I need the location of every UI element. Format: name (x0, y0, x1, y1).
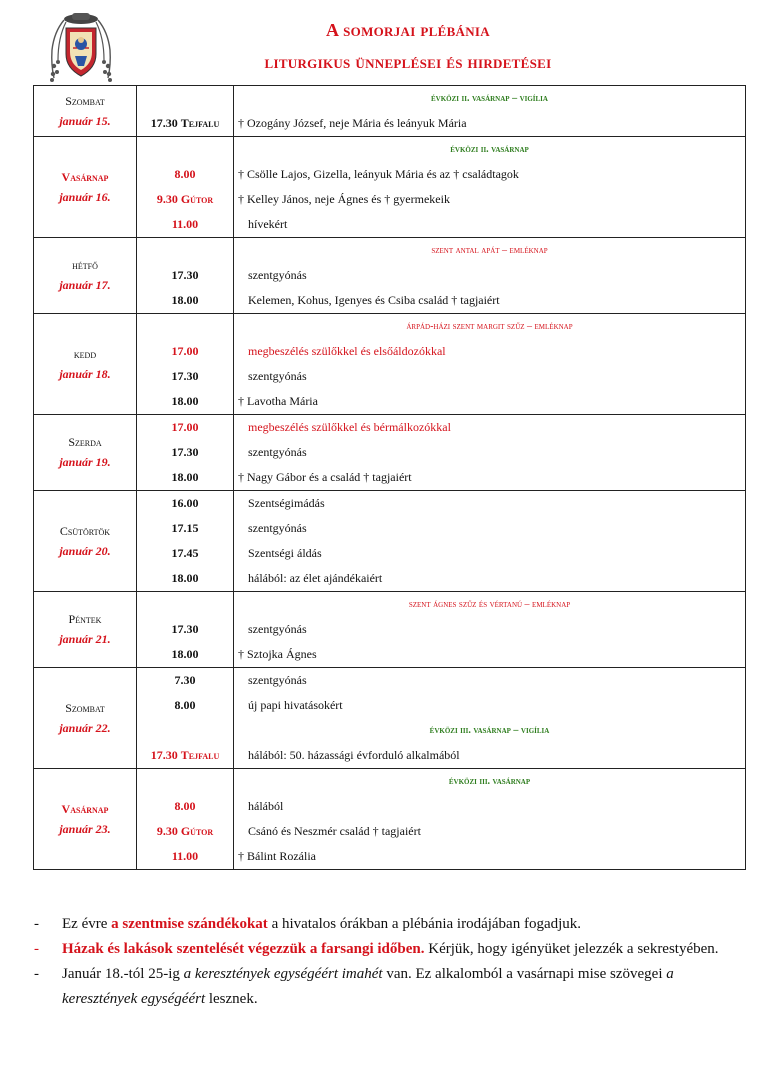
day-name: Csütörtök (59, 523, 111, 538)
announcement-text: a keresztények egységéért imahét (183, 966, 383, 982)
time-place: Tejfalu (180, 116, 220, 130)
announcement-text: van. Ez alkalomból a vasárnapi mise szövegei (382, 966, 667, 982)
mass-intention: Kelemen, Kohus, Igenyes és Csiba család † tagjaiért (248, 293, 500, 307)
mass-time (137, 693, 233, 718)
mass-time (137, 642, 233, 667)
day-row (34, 415, 746, 491)
mass-intention: Szentségimádás (248, 496, 325, 510)
time-place: Gútor (180, 192, 214, 206)
time-value: 17.00 (171, 344, 199, 358)
mass-time (137, 263, 233, 288)
time-value: 11.00 (171, 849, 199, 863)
time-value: 17.00 (171, 420, 199, 434)
day-name: Szerda (68, 435, 102, 449)
announcement-text: Január 18.-tól 25-ig (62, 966, 184, 982)
announcement-item (34, 912, 749, 937)
day-row (34, 238, 746, 314)
time-value: 17.15 (171, 521, 199, 535)
day-date: január 17. (59, 278, 111, 292)
day-name: Szombat (65, 700, 105, 715)
liturgical-feast: évközi iii. vasárnap – vigília (429, 725, 550, 736)
mass-intention: † Sztojka Ágnes (238, 647, 317, 661)
time-value: 17.30 (171, 445, 199, 459)
mass-intention: hálából: 50. házassági évforduló alkalmából (248, 748, 460, 762)
mass-time (137, 566, 233, 591)
day-cell (34, 238, 137, 314)
mass-intention: szentgyónás (248, 521, 307, 535)
mass-intention: † Kelley János, neje Ágnes és † gyermekeik (238, 192, 450, 206)
time-cell (137, 668, 234, 769)
liturgical-feast: évközi ii. vasárnap (450, 144, 529, 155)
mass-time (137, 389, 233, 414)
time-spacer (137, 769, 233, 794)
liturgical-feast: szent antal apát – emléknap (431, 245, 548, 256)
liturgical-feast: évközi ii. vasárnap – vigília (431, 93, 548, 104)
mass-intention: szentgyónás (248, 268, 307, 282)
time-cell (137, 769, 234, 870)
liturgical-feast: szent ágnes szűz és vértanú – emléknap (408, 599, 571, 610)
time-value: 18.00 (171, 647, 199, 661)
mass-time (137, 819, 233, 844)
day-cell (34, 668, 137, 769)
intention-cell (234, 137, 746, 238)
mass-time (137, 743, 233, 768)
time-cell (137, 238, 234, 314)
time-spacer (137, 238, 233, 263)
mass-time (137, 617, 233, 642)
time-spacer (137, 86, 233, 111)
time-value: 9.30 (156, 192, 178, 206)
intention-cell (234, 415, 746, 491)
liturgical-feast: árpád-házi szent margit szűz – emléknap (406, 321, 573, 332)
announcement-text: Kérjük, hogy igényüket jelezzék a sekrestyében. (424, 941, 719, 957)
announcement-text: lesznek. (205, 991, 258, 1007)
time-value: 18.00 (171, 470, 199, 484)
day-date: január 20. (59, 543, 111, 558)
day-row (34, 86, 746, 137)
day-name: kedd (73, 346, 97, 361)
mass-intention: hálából (248, 799, 284, 813)
mass-intention: új papi hivatásokért (248, 698, 343, 712)
announcement-text: a szentmise szándékokat (111, 916, 268, 932)
time-cell (137, 415, 234, 491)
time-spacer (137, 137, 233, 162)
mass-intention: szentgyónás (248, 622, 307, 636)
time-cell (137, 137, 234, 238)
mass-time (137, 339, 233, 364)
time-value: 11.00 (171, 217, 199, 231)
intention-cell (234, 592, 746, 668)
mass-time (137, 288, 233, 313)
time-value: 17.30 (171, 268, 199, 282)
mass-time (137, 415, 233, 440)
time-value: 18.00 (171, 394, 199, 408)
day-row (34, 314, 746, 415)
time-value: 17.30 (171, 369, 199, 383)
day-name: Péntek (68, 612, 102, 626)
intention-cell (234, 668, 746, 769)
day-date: január 18. (59, 366, 111, 381)
bullet-dash: - (34, 966, 39, 982)
announcement-text: a keresztények egységéért (62, 966, 674, 1007)
time-cell (137, 314, 234, 415)
mass-intention: hívekért (248, 217, 288, 231)
mass-intention: † Nagy Gábor és a család † tagjaiért (238, 470, 412, 484)
time-value: 8.00 (174, 167, 196, 181)
time-spacer (137, 314, 233, 339)
day-date: január 22. (59, 720, 111, 735)
day-date: január 16. (59, 189, 111, 204)
schedule-table (33, 85, 746, 870)
day-cell (34, 769, 137, 870)
mass-time (137, 668, 233, 693)
mass-intention: † Lavotha Mária (238, 394, 318, 408)
mass-intention: † Bálint Rozália (238, 849, 316, 863)
announcements-list (34, 912, 749, 1012)
mass-time (137, 491, 233, 516)
time-value: 17.45 (171, 546, 199, 560)
page-header (0, 0, 764, 90)
time-cell (137, 592, 234, 668)
mass-intention: hálából: az élet ajándékaiért (248, 571, 383, 585)
mass-time (137, 516, 233, 541)
mass-time (137, 364, 233, 389)
day-name: Vasárnap (61, 169, 109, 184)
time-value: 16.00 (171, 496, 199, 510)
time-cell (137, 86, 234, 137)
day-cell (34, 86, 137, 137)
time-spacer (137, 718, 233, 743)
intention-cell (234, 491, 746, 592)
mass-intention: megbeszélés szülőkkel és elsőáldozókkal (248, 344, 446, 358)
announcement-text: a hivatalos órákban a plébánia irodájában fogadjuk. (267, 916, 582, 932)
page-subtitle: liturgikus ünneplései és hirdetései (264, 52, 552, 72)
mass-time (137, 465, 233, 490)
day-name: hétfő (72, 258, 98, 272)
day-row (34, 491, 746, 592)
time-value: 17.30 (150, 748, 178, 762)
mass-time (137, 212, 233, 237)
intention-cell (234, 314, 746, 415)
liturgical-feast: évközi iii. vasárnap (448, 776, 531, 787)
time-place: Gútor (180, 824, 214, 838)
announcement-item (34, 962, 749, 1012)
time-value: 18.00 (171, 571, 199, 585)
time-value: 9.30 (156, 824, 178, 838)
mass-time (137, 440, 233, 465)
day-cell (34, 415, 137, 491)
time-value: 18.00 (171, 293, 199, 307)
bullet-dash: - (34, 941, 39, 957)
day-date: január 15. (59, 113, 111, 128)
time-place: Tejfalu (180, 748, 220, 762)
time-value: 8.00 (174, 698, 196, 712)
mass-time (137, 162, 233, 187)
day-date: január 19. (59, 455, 111, 469)
mass-intention: szentgyónás (248, 445, 307, 459)
announcement-item (34, 937, 749, 962)
mass-intention: szentgyónás (248, 369, 307, 383)
intention-cell (234, 86, 746, 137)
time-value: 8.00 (174, 799, 196, 813)
mass-time (137, 541, 233, 566)
time-value: 17.30 (171, 622, 199, 636)
day-date: január 23. (59, 821, 111, 836)
day-row (34, 668, 746, 769)
bullet-dash: - (34, 916, 39, 932)
mass-intention: szentgyónás (248, 673, 307, 687)
time-spacer (137, 592, 233, 617)
announcement-text: Ez évre (62, 916, 112, 932)
time-value: 17.30 (150, 116, 178, 130)
mass-intention: megbeszélés szülőkkel és bérmálkozókkal (248, 420, 451, 434)
announcement-text: Házak és lakások szentelését végezzük a farsangi időben. (62, 941, 425, 957)
day-row (34, 769, 746, 870)
page-title: A somorjai plébánia (326, 20, 490, 40)
day-date: január 21. (59, 632, 111, 646)
day-row (34, 137, 746, 238)
intention-cell (234, 769, 746, 870)
day-cell (34, 491, 137, 592)
day-name: Vasárnap (61, 801, 109, 816)
mass-time (137, 111, 233, 136)
day-cell (34, 314, 137, 415)
mass-time (137, 187, 233, 212)
mass-intention: Szentségi áldás (248, 546, 322, 560)
day-cell (34, 592, 137, 668)
mass-time (137, 794, 233, 819)
day-name: Szombat (65, 93, 105, 108)
time-cell (137, 491, 234, 592)
intention-cell (234, 238, 746, 314)
mass-intention: † Ozogány József, neje Mária és leányuk Mária (238, 116, 467, 130)
mass-time (137, 844, 233, 869)
day-row (34, 592, 746, 668)
mass-intention: Csánó és Neszmér család † tagjaiért (248, 824, 421, 838)
day-cell (34, 137, 137, 238)
time-value: 7.30 (174, 673, 196, 687)
mass-intention: † Csölle Lajos, Gizella, leányuk Mária és az † családtagok (238, 167, 519, 181)
